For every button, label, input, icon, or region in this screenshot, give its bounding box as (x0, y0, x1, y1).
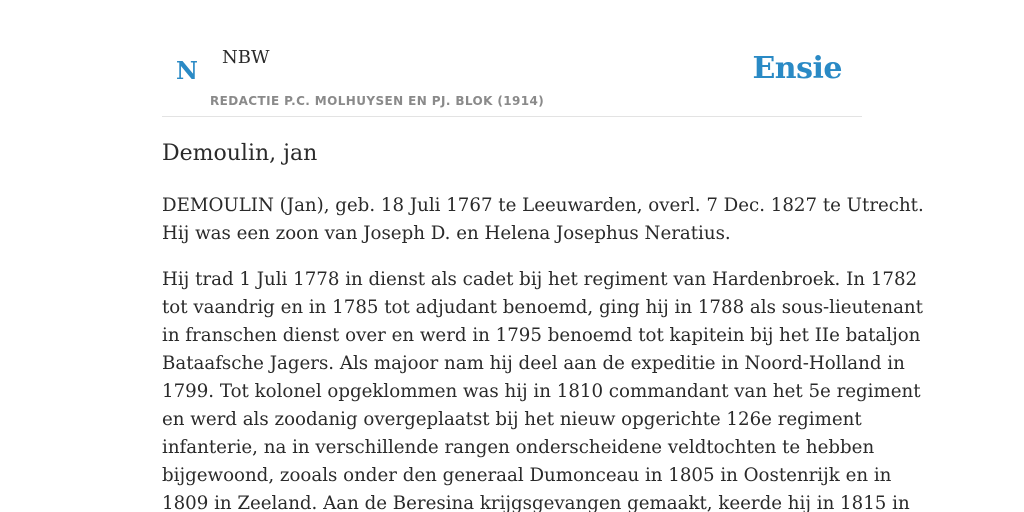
article-title: Demoulin, jan (162, 141, 318, 166)
article-paragraph (162, 192, 924, 248)
text-line: Bataafsche Jagers. Als majoor nam hij deel aan de expeditie in Noord-Holland in (162, 353, 905, 374)
text-line: Hij trad 1 Juli 1778 in dienst als cadet bij het regiment van Hardenbroek. In 1782 (162, 269, 918, 290)
text-line: en werd als zoodanig overgeplaatst bij het nieuw opgerichte 126e regiment (162, 409, 862, 430)
text-line: infanterie, na in verschillende rangen onderscheidene veldtochten te hebben (162, 437, 875, 458)
brand-logo-link[interactable]: Ensie (752, 51, 842, 86)
article-paragraph (162, 266, 923, 512)
source-name-link[interactable]: NBW (222, 47, 270, 68)
text-line: Hij was een zoon van Joseph D. en Helena Josephus Neratius. (162, 223, 731, 244)
article-body (162, 192, 924, 512)
text-line: bijgewoond, zooals onder den generaal Dumonceau in 1805 in Oostenrijk en in (162, 465, 892, 486)
text-line: 1809 in Zeeland. Aan de Beresina krijgsgevangen gemaakt, keerde hij in 1815 in (162, 493, 910, 512)
site-header (162, 0, 862, 117)
text-line: in franschen dienst over en werd in 1795 benoemd tot kapitein bij het IIe bataljon (162, 325, 921, 346)
text-line: DEMOULIN (Jan), geb. 18 Juli 1767 te Leeuwarden, overl. 7 Dec. 1827 te Utrecht. (162, 195, 924, 216)
source-editor-label: REDACTIE P.C. MOLHUYSEN EN PJ. BLOK (1914) (210, 94, 545, 108)
text-line: 1799. Tot kolonel opgeklommen was hij in 1810 commandant van het 5e regiment (162, 381, 921, 402)
text-line: tot vaandrig en in 1785 tot adjudant benoemd, ging hij in 1788 als sous-lieutenant (162, 297, 923, 318)
source-logo[interactable]: N (176, 56, 198, 85)
